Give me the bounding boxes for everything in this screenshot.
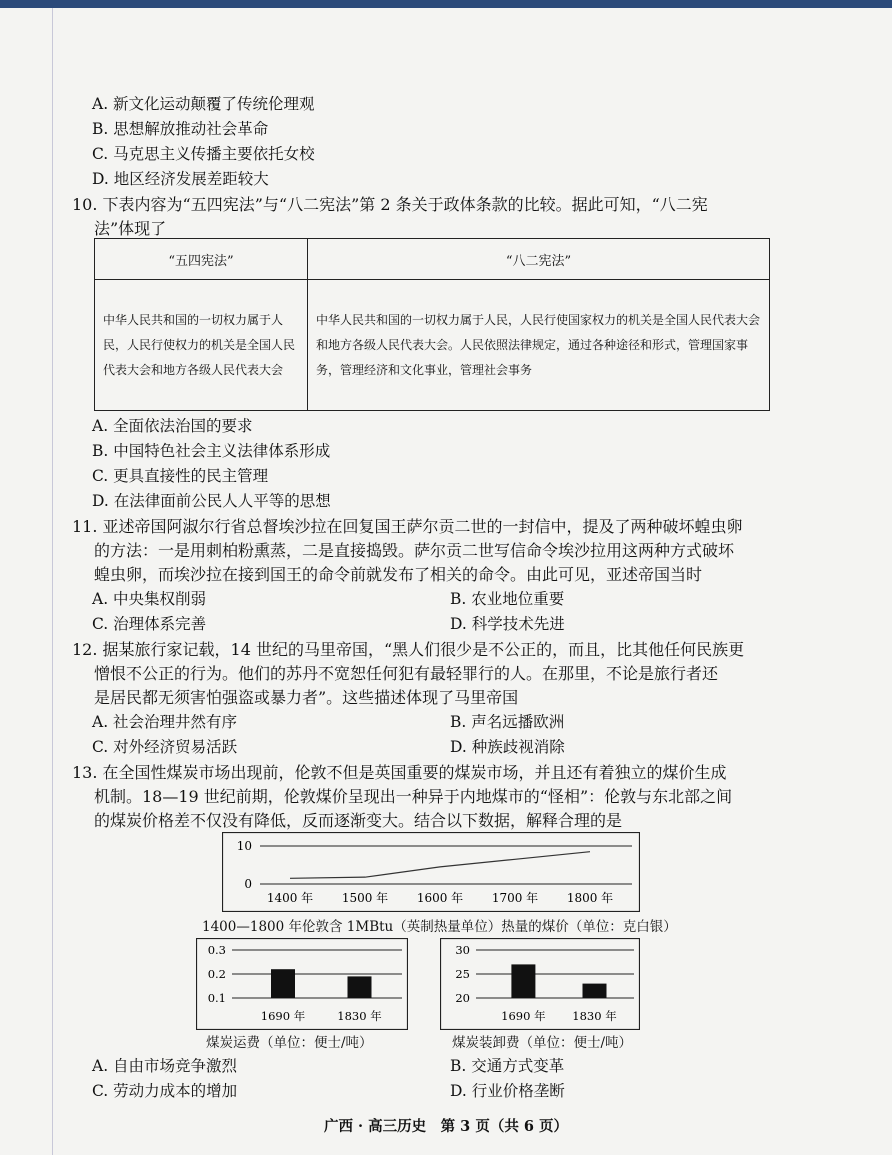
q11-stem-line2: 的方法：一是用刺柏粉熏蒸，二是直接捣毁。萨尔贡二世写信命令埃沙拉用这两种方式破坏 bbox=[94, 541, 735, 560]
y-tick-label: 0 bbox=[244, 877, 252, 891]
q9-option-a[interactable]: A. 新文化运动颠覆了传统伦理观 bbox=[92, 95, 315, 113]
q9-option-b[interactable]: B. 思想解放推动社会革命 bbox=[92, 120, 269, 138]
y-tick-label: 10 bbox=[236, 839, 252, 853]
page-footer: 广西 · 高三历史 第 3 页（共 6 页） bbox=[323, 1118, 568, 1135]
q13-option-b[interactable]: B. 交通方式变革 bbox=[450, 1057, 565, 1075]
q13-stem-line3: 的煤炭价格差不仅没有降低，反而逐渐变大。结合以下数据，解释合理的是 bbox=[94, 811, 623, 830]
bar bbox=[271, 969, 295, 998]
q12-option-d[interactable]: D. 种族歧视消除 bbox=[450, 738, 565, 756]
y-tick-label: 25 bbox=[455, 967, 470, 981]
q10-stem-line1: 10. 下表内容为“五四宪法”与“八二宪法”第 2 条关于政体条款的比较。据此可知，“八二宪 bbox=[72, 195, 708, 214]
table-cell-1982: 中华人民共和国的一切权力属于人民，人民行使国家权力的机关是全国人民代表大会和地方各级人民代表大会。人民依照法律规定，通过各种途径和形式，管理国家事务，管理经济和文化事业，管理社会事务 bbox=[308, 280, 770, 411]
q11-stem-line1: 11. 亚述帝国阿淑尔行省总督埃沙拉在回复国王萨尔贡二世的一封信中，提及了两种破坏蝗虫卵 bbox=[72, 517, 743, 536]
coal-price-chart-title: 1400—1800 年伦敦含 1MBtu（英制热量单位）热量的煤价（单位：克白银） bbox=[202, 919, 677, 935]
bar bbox=[583, 984, 607, 998]
q9-option-d[interactable]: D. 地区经济发展差距较大 bbox=[92, 170, 269, 188]
y-tick-label: 0.1 bbox=[207, 991, 226, 1005]
q12-option-b[interactable]: B. 声名远播欧洲 bbox=[450, 713, 565, 731]
x-tick-label: 1400 年 bbox=[266, 891, 314, 905]
q11-option-d[interactable]: D. 科学技术先进 bbox=[450, 615, 565, 633]
q12-stem-line3: 是居民都无须害怕强盗或暴力者”。这些描述体现了马里帝国 bbox=[94, 688, 519, 707]
bar bbox=[348, 976, 372, 998]
q13-stem-line2: 机制。18—19 世纪前期，伦敦煤价呈现出一种异于内地煤市的“怪相”：伦敦与东北部之间 bbox=[94, 787, 733, 806]
q12-stem-line2: 憎恨不公正的行为。他们的苏丹不宽恕任何犯有最轻罪行的人。在那里，不论是旅行者还 bbox=[94, 664, 719, 683]
x-tick-label: 1690 年 bbox=[501, 1009, 546, 1023]
q11-option-b[interactable]: B. 农业地位重要 bbox=[450, 590, 565, 608]
freight-cost-bar-chart bbox=[196, 938, 408, 1030]
q13-option-a[interactable]: A. 自由市场竞争激烈 bbox=[92, 1057, 238, 1075]
q10-option-d[interactable]: D. 在法律面前公民人人平等的思想 bbox=[92, 492, 331, 510]
q11-option-a[interactable]: A. 中央集权削弱 bbox=[92, 590, 207, 608]
q12-option-a[interactable]: A. 社会治理井然有序 bbox=[92, 713, 238, 731]
q11-option-c[interactable]: C. 治理体系完善 bbox=[92, 615, 207, 633]
y-tick-label: 0.2 bbox=[207, 967, 226, 981]
handling-chart-title: 煤炭装卸费（单位：便士/吨） bbox=[452, 1035, 633, 1051]
table-cell-1954: 中华人民共和国的一切权力属于人民，人民行使权力的机关是全国人民代表大会和地方各级人民代表大会 bbox=[95, 280, 308, 411]
q12-stem-line1: 12. 据某旅行家记载，14 世纪的马里帝国，“黑人们很少是不公正的，而且，比其他任何民族更 bbox=[72, 640, 745, 659]
y-tick-label: 30 bbox=[455, 943, 470, 957]
handling-cost-bar-chart bbox=[440, 938, 640, 1030]
x-tick-label: 1500 年 bbox=[341, 891, 389, 905]
q10-option-a[interactable]: A. 全面依法治国的要求 bbox=[92, 417, 253, 435]
q10-option-c[interactable]: C. 更具直接性的民主管理 bbox=[92, 467, 269, 485]
x-tick-label: 1830 年 bbox=[572, 1009, 617, 1023]
q12-option-c[interactable]: C. 对外经济贸易活跃 bbox=[92, 738, 238, 756]
q13-option-c[interactable]: C. 劳动力成本的增加 bbox=[92, 1082, 238, 1100]
q9-option-c[interactable]: C. 马克思主义传播主要依托女校 bbox=[92, 145, 315, 163]
coal-price-line-chart bbox=[222, 832, 640, 912]
table-header-1954: “五四宪法” bbox=[95, 239, 308, 280]
q10-stem-line2: 法”体现了 bbox=[94, 219, 167, 238]
table-header-1982: “八二宪法” bbox=[308, 239, 770, 280]
q10-option-b[interactable]: B. 中国特色社会主义法律体系形成 bbox=[92, 442, 331, 460]
q13-stem-line1: 13. 在全国性煤炭市场出现前，伦敦不但是英国重要的煤炭市场，并且还有着独立的煤价生成 bbox=[72, 763, 727, 782]
x-tick-label: 1700 年 bbox=[491, 891, 539, 905]
x-tick-label: 1800 年 bbox=[566, 891, 614, 905]
x-tick-label: 1600 年 bbox=[416, 891, 464, 905]
x-tick-label: 1690 年 bbox=[260, 1009, 306, 1023]
y-tick-label: 0.3 bbox=[207, 943, 226, 957]
q11-stem-line3: 蝗虫卵，而埃沙拉在接到国王的命令前就发布了相关的命令。由此可见，亚述帝国当时 bbox=[94, 565, 703, 584]
constitution-comparison-table bbox=[94, 238, 770, 411]
bar bbox=[511, 964, 535, 998]
freight-chart-title: 煤炭运费（单位：便士/吨） bbox=[206, 1035, 373, 1051]
x-tick-label: 1830 年 bbox=[337, 1009, 382, 1023]
q13-option-d[interactable]: D. 行业价格垄断 bbox=[450, 1082, 565, 1100]
y-tick-label: 20 bbox=[455, 991, 470, 1005]
series-line bbox=[290, 852, 590, 879]
